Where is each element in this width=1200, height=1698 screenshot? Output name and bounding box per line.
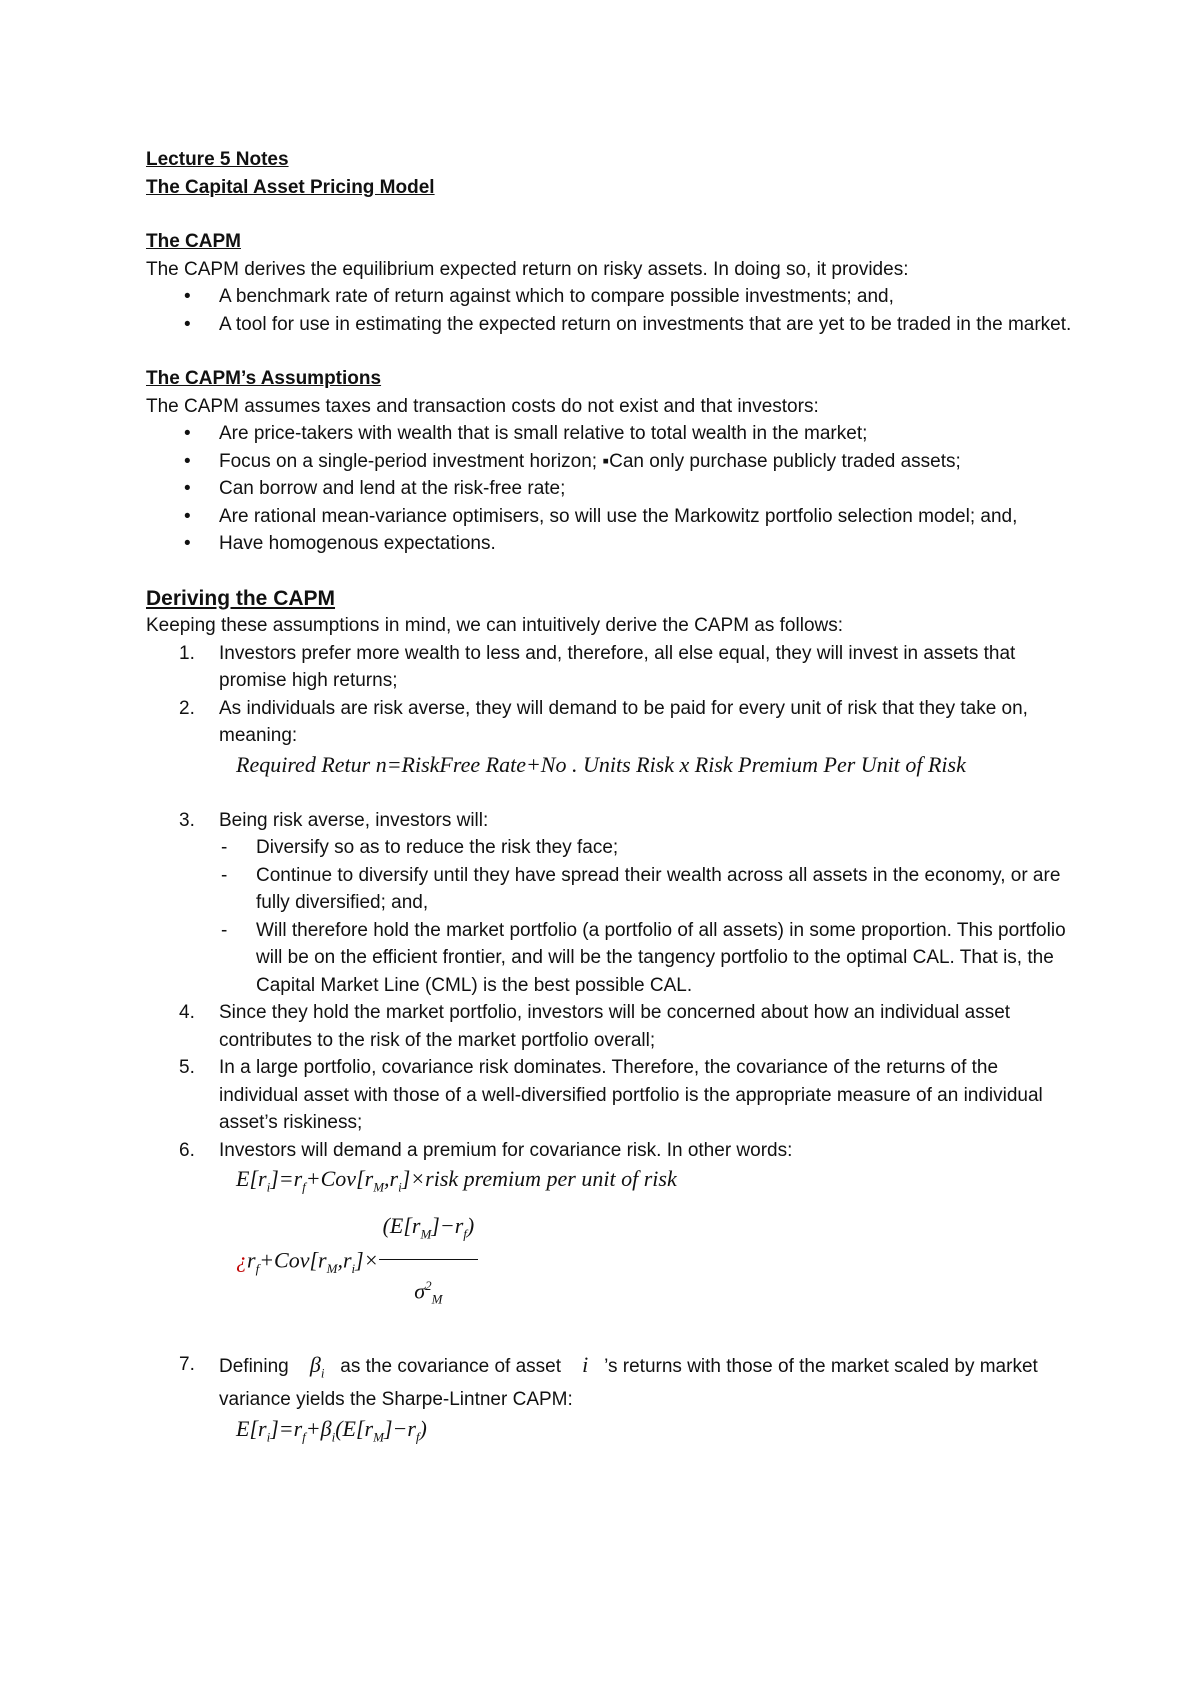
covariance-fraction-equation: ¿$r_f+Cov[r_M,r_i]\times$ $\frac{(E[r_M]-r_f)}{\sigma^2_M}$ <box>146 1202 1076 1323</box>
list-item: • Have homogenous expectations. <box>184 533 496 554</box>
numbered-list <box>146 640 1076 750</box>
required-return-equation: Required Retur n=RiskFree Rate+No . Units Risk x Risk Premium Per Unit of Risk <box>236 751 966 777</box>
i-symbol: i <box>582 1351 589 1377</box>
list-item: • Focus on a single-period investment horizon; ▪Can only purchase publicly traded assets; <box>184 450 961 472</box>
beta-symbol: $\beta_i$ <box>309 1351 325 1380</box>
list-item: 1. Investors prefer more wealth to less and, therefore, all else equal, they will invest in assets that promise high returns; <box>179 642 1016 691</box>
list-item: 6. Investors will demand a premium for covariance risk. In other words: <box>179 1139 793 1161</box>
list-item: • A benchmark rate of return against which to compare possible investments; and, <box>184 286 894 307</box>
list-item: • Are rational mean-variance optimisers, so will use the Markowitz portfolio selection model; and, <box>184 505 1018 527</box>
list-item: • Can borrow and lend at the risk-free rate; <box>184 478 566 499</box>
numbered-list <box>146 807 1076 1165</box>
document-content <box>146 146 1076 1452</box>
document-subtitle: The Capital Asset Pricing Model <box>146 176 435 198</box>
list-item: 2. As individuals are risk averse, they will demand to be paid for every unit of risk that they take on, meaning: <box>179 697 1028 746</box>
bullet-list <box>146 283 1076 338</box>
list-item: 4. Since they hold the market portfolio, investors will be concerned about how an individual asset contributes to the risk of the market portfolio overall; <box>179 1002 1011 1051</box>
list-item: 3. Being risk averse, investors will: <box>179 809 489 831</box>
list-item: 5. In a large portfolio, covariance risk dominates. Therefore, the covariance of the returns of the individual asset with those of a well-diversified portfolio is the appropriate measure of an individual asset’s riskiness; <box>179 1057 1043 1133</box>
covariance-equation: $E[r_i]=r_f+Cov[r_M,r_i]\times risk$ premium per unit of risk <box>236 1166 677 1195</box>
numbered-list <box>146 1351 1076 1414</box>
list-item: • A tool for use in estimating the expected return on investments that are yet to be traded in the market. <box>184 313 1072 335</box>
section-heading-capm: The CAPM <box>146 231 241 252</box>
section-intro: The CAPM derives the equilibrium expected return on risky assets. In doing so, it provides: <box>146 258 909 280</box>
bullet-list <box>146 420 1076 558</box>
dash-item: - Will therefore hold the market portfolio (a portfolio of all assets) in some proportion. This portfolio will be on the efficient frontier, and will be the tangency portfolio to the optimal CAL. That is, the Capital Market Line (CML) is the best possible CAL. <box>221 919 1066 996</box>
dash-item: - Continue to diversify until they have spread their wealth across all assets in the economy, or are fully diversified; and, <box>221 864 1061 913</box>
section-heading-assumptions: The CAPM’s Assumptions <box>146 368 382 389</box>
sharpe-lintner-equation: $E[r_i]=r_f+\beta_i(E[r_M]-r_f)$ <box>236 1415 427 1445</box>
lecture-title: Lecture 5 Notes <box>146 149 289 170</box>
section-heading-deriving: Deriving the CAPM <box>146 586 336 610</box>
list-item: • Are price-takers with wealth that is small relative to total wealth in the market; <box>184 423 868 444</box>
dash-item: - Diversify so as to reduce the risk they face; <box>221 837 619 858</box>
section-intro: Keeping these assumptions in mind, we can intuitively derive the CAPM as follows: <box>146 615 844 636</box>
section-intro: The CAPM assumes taxes and transaction costs do not exist and that investors: <box>146 395 819 417</box>
list-item: 7. Defining $\beta_i$ as the covariance of asset i ’s returns with those of the market scaled by market variance yields the Sharpe-Lintner CAPM: <box>179 1351 1038 1411</box>
